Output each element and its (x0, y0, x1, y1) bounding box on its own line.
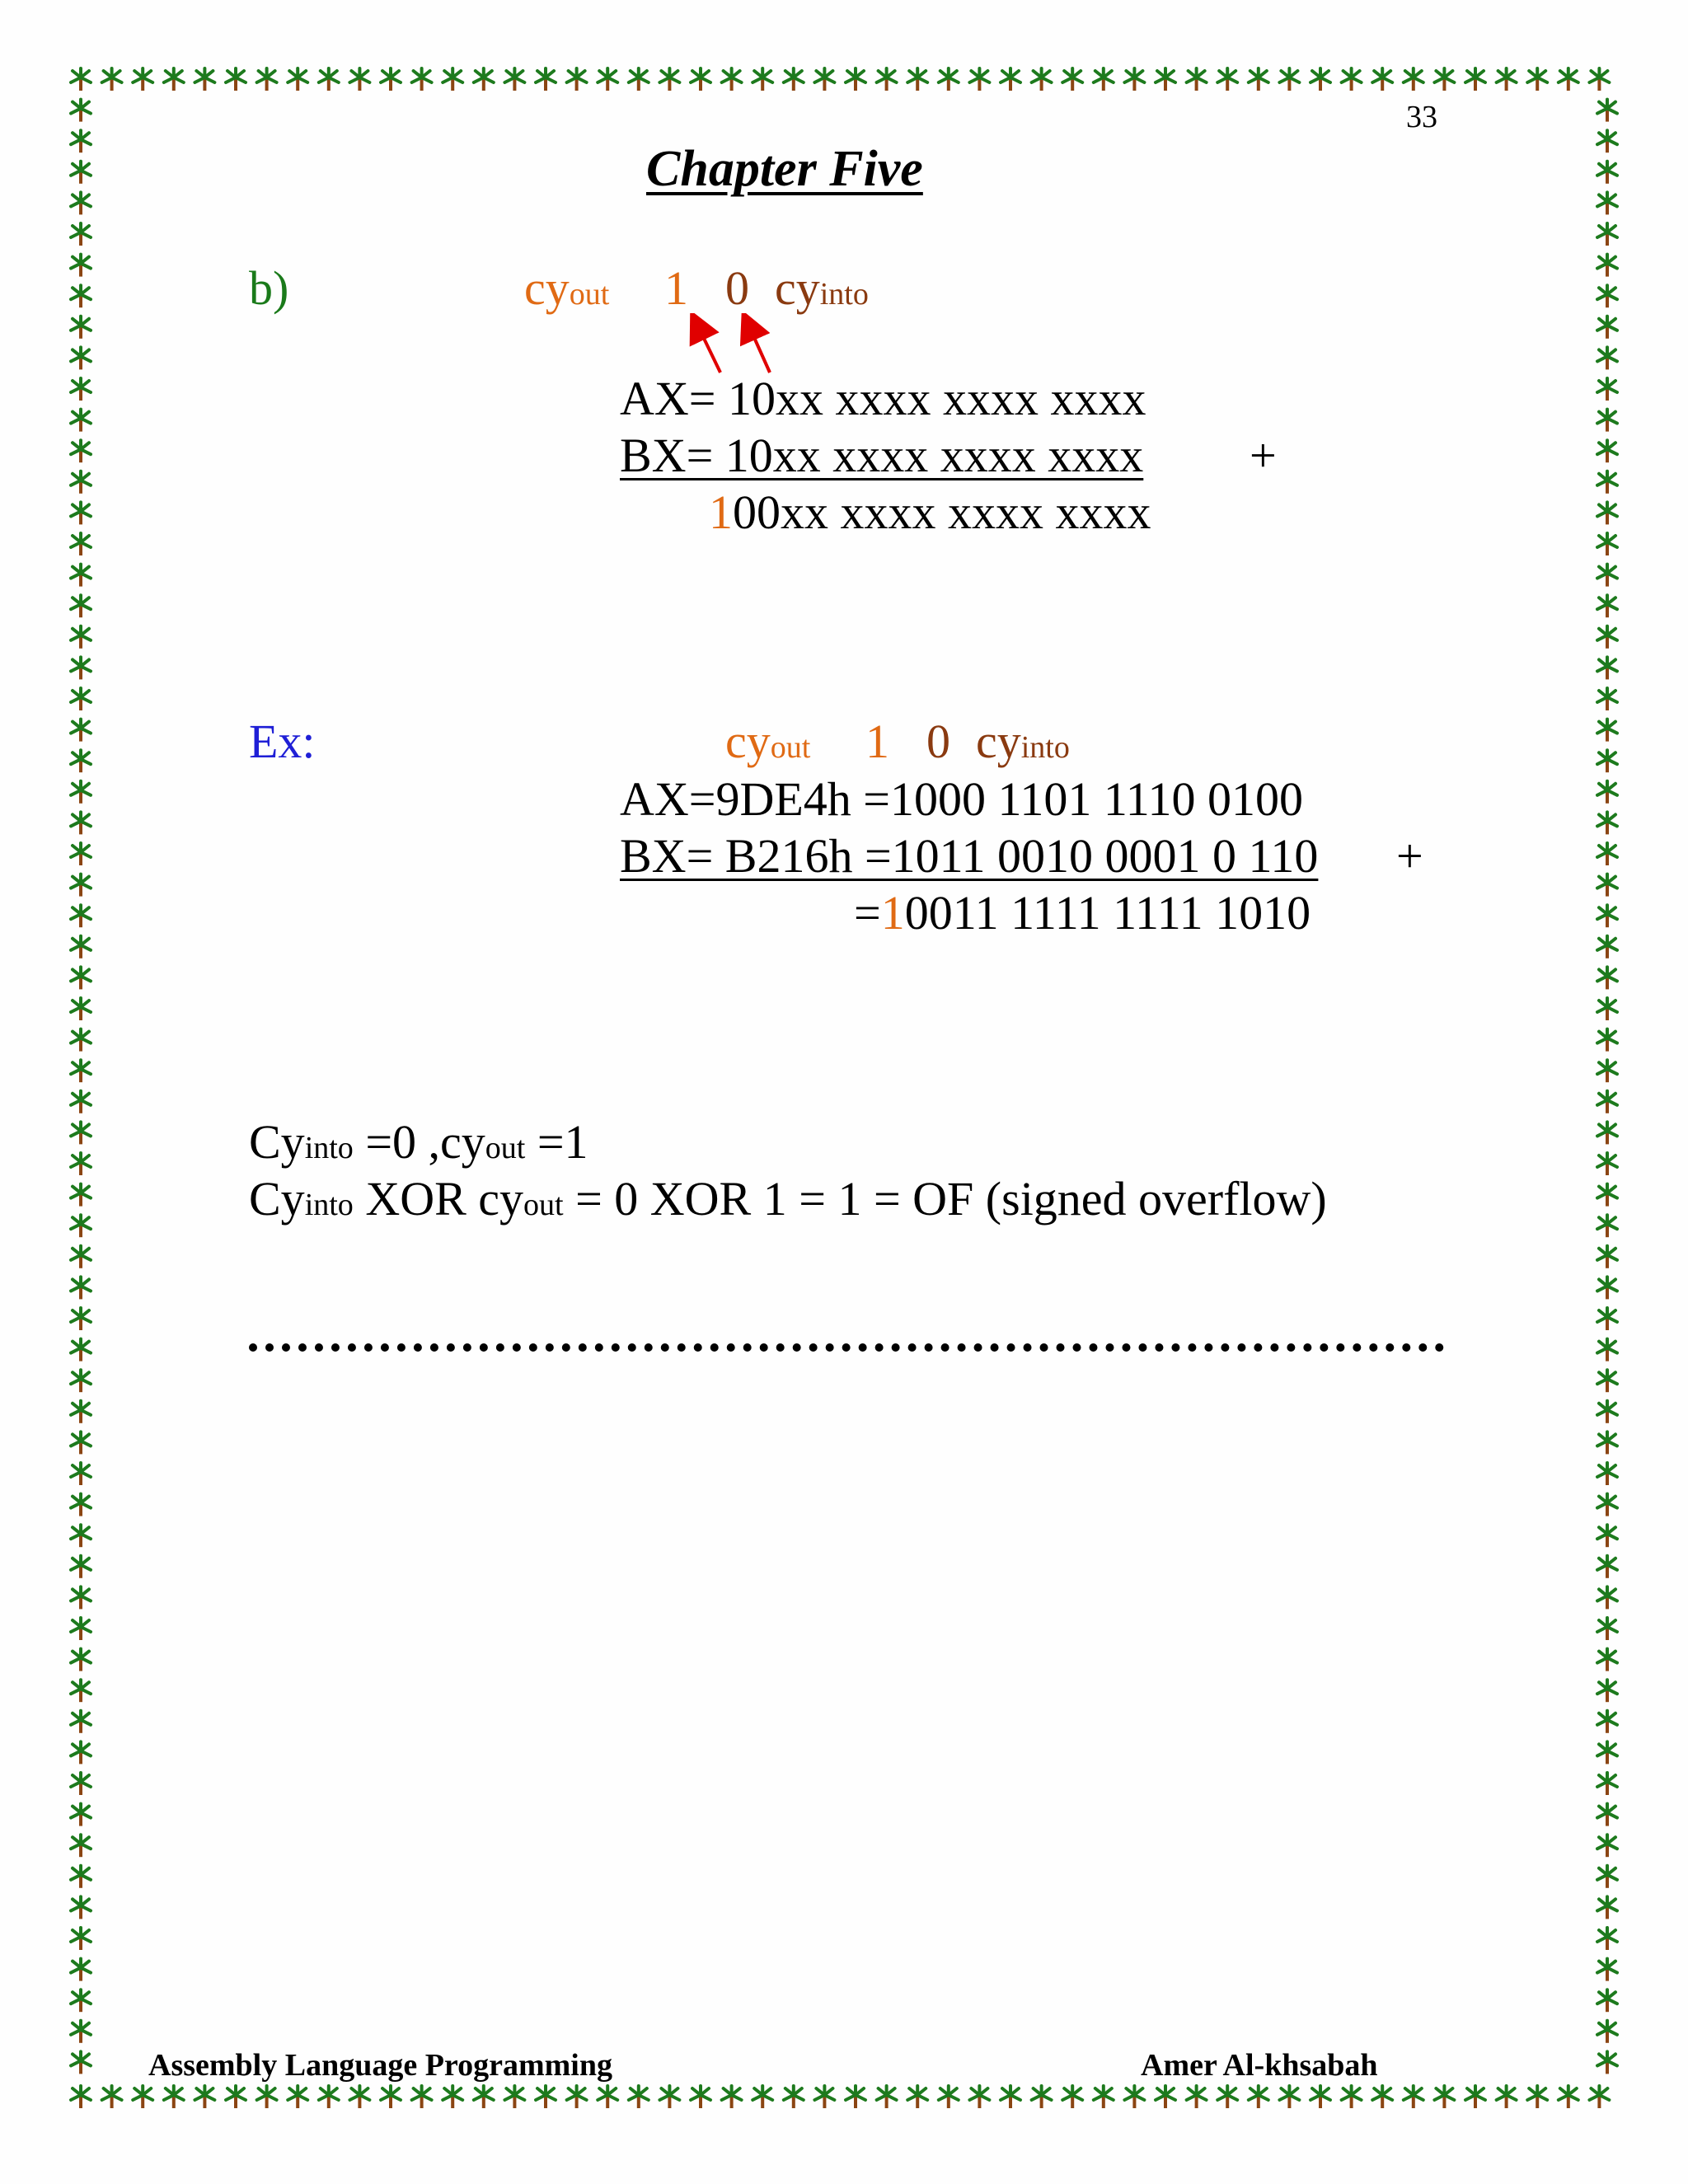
palm-tree-icon (71, 1586, 91, 1609)
palm-tree-icon (71, 285, 91, 307)
palm-tree-icon (71, 595, 91, 617)
palm-tree-icon (71, 1463, 91, 1485)
palm-tree-icon (1001, 2086, 1020, 2108)
palm-tree-icon (722, 68, 742, 91)
palm-tree-icon (504, 2086, 524, 2108)
palm-tree-icon (1311, 68, 1330, 91)
example-carry-into-bit: 0 (926, 715, 950, 768)
palm-tree-icon (691, 2086, 710, 2108)
palm-tree-icon (71, 1959, 91, 1981)
palm-tree-icon (1597, 719, 1617, 742)
palm-tree-icon (1249, 2086, 1268, 2108)
palm-tree-icon (1527, 2086, 1547, 2108)
palm-tree-icon (907, 2086, 927, 2108)
palm-tree-icon (71, 1711, 91, 1733)
palm-tree-icon (164, 68, 184, 91)
palm-tree-icon (1597, 1463, 1617, 1485)
palm-tree-icon (71, 255, 91, 277)
palm-tree-icon (1597, 410, 1617, 432)
palm-tree-icon (71, 2086, 91, 2108)
palm-tree-icon (1597, 1308, 1617, 1330)
palm-tree-icon (1597, 1556, 1617, 1578)
palm-tree-icon (71, 1246, 91, 1268)
palm-tree-icon (71, 2051, 91, 2074)
example-label: Ex: (249, 715, 316, 768)
palm-tree-icon (71, 657, 91, 679)
palm-tree-icon (1217, 68, 1237, 91)
palm-tree-icon (877, 68, 897, 91)
palm-tree-icon (1597, 1215, 1617, 1237)
palm-tree-icon (1497, 68, 1517, 91)
palm-tree-icon (1249, 68, 1268, 91)
example-cyout-label: cyout (725, 715, 811, 768)
palm-tree-icon (1342, 68, 1362, 91)
palm-tree-icon (1597, 1153, 1617, 1175)
palm-tree-icon (1497, 2086, 1517, 2108)
palm-tree-icon (1597, 192, 1617, 214)
palm-tree-icon (71, 440, 91, 462)
palm-tree-icon (877, 2086, 897, 2108)
palm-tree-icon (939, 68, 959, 91)
palm-tree-icon (598, 68, 617, 91)
palm-tree-icon (1094, 2086, 1114, 2108)
palm-tree-icon (1597, 750, 1617, 772)
palm-tree-icon (71, 100, 91, 122)
palm-tree-icon (71, 1649, 91, 1671)
palm-tree-icon (504, 68, 524, 91)
palm-tree-icon (71, 192, 91, 214)
palm-tree-icon (1279, 2086, 1299, 2108)
palm-tree-icon (1597, 471, 1617, 494)
palm-tree-icon (71, 1556, 91, 1578)
palm-tree-icon (629, 68, 649, 91)
palm-tree-icon (288, 2086, 307, 2108)
palm-tree-icon (1062, 68, 1082, 91)
palm-tree-icon (1597, 1773, 1617, 1795)
palm-tree-icon (1527, 68, 1547, 91)
cyout-label: cyout (524, 261, 610, 315)
palm-tree-icon (846, 68, 865, 91)
palm-tree-icon (71, 1091, 91, 1113)
section-b-plus-sign: + (1250, 429, 1277, 482)
palm-tree-icon (71, 1060, 91, 1082)
section-b-bx-line: BX= 10xx xxxx xxxx xxxx (620, 429, 1144, 482)
palm-tree-icon (659, 2086, 679, 2108)
palm-tree-icon (907, 68, 927, 91)
palm-tree-icon (71, 905, 91, 927)
result-bits: 00xx xxxx xxxx xxxx (733, 485, 1151, 539)
palm-tree-icon (1597, 1804, 1617, 1826)
palm-tree-icon (71, 812, 91, 834)
palm-tree-icon (1279, 68, 1299, 91)
palm-tree-icon (381, 2086, 401, 2108)
palm-tree-icon (71, 719, 91, 742)
palm-tree-icon (349, 68, 369, 91)
palm-tree-icon (629, 2086, 649, 2108)
palm-tree-icon (1597, 874, 1617, 897)
palm-tree-icon (1156, 68, 1175, 91)
palm-tree-icon (1094, 68, 1114, 91)
section-b-carry-header (524, 260, 609, 316)
palm-tree-icon (71, 316, 91, 339)
palm-tree-icon (71, 998, 91, 1020)
palm-tree-icon (71, 1741, 91, 1764)
palm-tree-icon (1597, 1494, 1617, 1516)
palm-tree-icon (1597, 100, 1617, 122)
palm-tree-icon (1597, 1866, 1617, 1888)
palm-tree-icon (1597, 533, 1617, 555)
palm-tree-icon (784, 2086, 804, 2108)
conclusion-line-1: Cyinto =0 ,cyout =1 (249, 1115, 588, 1169)
palm-tree-icon (1597, 1060, 1617, 1082)
page-title: Chapter Five (646, 141, 923, 197)
palm-tree-icon (1434, 68, 1454, 91)
palm-tree-icon (691, 68, 710, 91)
palm-tree-icon (1597, 1246, 1617, 1268)
palm-tree-icon (1597, 812, 1617, 834)
palm-tree-icon (1404, 68, 1423, 91)
palm-tree-icon (1032, 68, 1052, 91)
palm-tree-icon (164, 2086, 184, 2108)
palm-tree-icon (71, 2021, 91, 2043)
palm-tree-icon (1597, 1896, 1617, 1919)
palm-tree-icon (319, 68, 339, 91)
palm-tree-icon (1597, 1277, 1617, 1299)
palm-tree-icon (1559, 68, 1578, 91)
palm-tree-icon (71, 1401, 91, 1423)
example-plus-sign: + (1396, 829, 1423, 883)
palm-tree-icon (1597, 1091, 1617, 1113)
palm-tree-icon (1597, 1432, 1617, 1454)
palm-tree-icon (1597, 1928, 1617, 1950)
palm-tree-icon (567, 68, 587, 91)
palm-tree-icon (1597, 130, 1617, 152)
palm-tree-icon (536, 2086, 556, 2108)
palm-tree-icon (71, 1494, 91, 1516)
example-bx-line: BX= B216h =1011 0010 0001 0 110 (620, 829, 1319, 883)
palm-tree-icon (1597, 595, 1617, 617)
palm-tree-icon (71, 1122, 91, 1144)
palm-tree-icon (1597, 998, 1617, 1020)
result-carry-bit: 1 (709, 485, 733, 539)
palm-tree-icon (71, 162, 91, 184)
palm-tree-icon (1597, 1835, 1617, 1857)
palm-tree-icon (1597, 1370, 1617, 1392)
palm-tree-icon (1597, 378, 1617, 401)
palm-tree-icon (1597, 1339, 1617, 1361)
palm-tree-icon (133, 68, 152, 91)
palm-tree-icon (814, 68, 834, 91)
carry-arrow-right (748, 325, 770, 373)
palm-tree-icon (1589, 2086, 1609, 2108)
palm-tree-icon (226, 68, 246, 91)
palm-tree-icon (1404, 2086, 1423, 2108)
palm-tree-icon (1311, 2086, 1330, 2108)
palm-tree-icon (71, 1896, 91, 1919)
palm-tree-icon (1597, 1618, 1617, 1640)
palm-tree-icon (1597, 1586, 1617, 1609)
palm-tree-icon (71, 1866, 91, 1888)
palm-tree-icon (1597, 316, 1617, 339)
dotted-separator (249, 1343, 1444, 1352)
palm-tree-icon (71, 1308, 91, 1330)
palm-tree-icon (1597, 565, 1617, 587)
palm-tree-icon (1597, 936, 1617, 958)
palm-tree-icon (71, 471, 91, 494)
palm-tree-icon (71, 843, 91, 865)
palm-tree-icon (71, 502, 91, 524)
example-result-line: =10011 1111 1111 1010 (854, 886, 1311, 940)
palm-tree-icon (1597, 1029, 1617, 1052)
palm-tree-icon (195, 68, 214, 91)
palm-tree-icon (567, 2086, 587, 2108)
example-ax-line: AX=9DE4h =1000 1101 1110 0100 (620, 772, 1304, 826)
palm-tree-icon (1372, 2086, 1392, 2108)
palm-tree-icon (443, 68, 462, 91)
palm-tree-icon (319, 2086, 339, 2108)
palm-tree-icon (939, 2086, 959, 2108)
palm-tree-icon (474, 2086, 494, 2108)
palm-tree-icon (1597, 688, 1617, 710)
palm-tree-icon (1342, 2086, 1362, 2108)
palm-tree-icon (71, 1370, 91, 1392)
palm-tree-icon (71, 936, 91, 958)
cyinto-label: cyinto (775, 261, 869, 315)
palm-tree-icon (195, 2086, 214, 2108)
palm-tree-icon (1597, 967, 1617, 989)
footer-author: Amer Al-khsabah (1141, 2048, 1378, 2083)
palm-tree-icon (1597, 781, 1617, 804)
conclusion-line-2: Cyinto XOR cyout = 0 XOR 1 = 1 = OF (signed overflow) (249, 1172, 1327, 1226)
palm-tree-icon (71, 1525, 91, 1547)
palm-tree-icon (784, 68, 804, 91)
palm-tree-icon (71, 68, 91, 91)
palm-tree-icon (753, 2086, 772, 2108)
palm-tree-icon (257, 2086, 277, 2108)
palm-tree-icon (1597, 1525, 1617, 1547)
palm-tree-icon (1597, 1741, 1617, 1764)
palm-tree-icon (814, 2086, 834, 2108)
palm-tree-icon (71, 1215, 91, 1237)
example-carry-out-bit: 1 (865, 715, 889, 768)
palm-tree-icon (1597, 1959, 1617, 1981)
palm-tree-icon (846, 2086, 865, 2108)
palm-tree-icon (71, 688, 91, 710)
palm-tree-icon (71, 347, 91, 369)
palm-tree-icon (71, 1432, 91, 1454)
section-b-result-line (709, 485, 1151, 540)
palm-tree-icon (1124, 68, 1144, 91)
palm-tree-icon (1597, 162, 1617, 184)
palm-tree-icon (71, 781, 91, 804)
palm-tree-icon (226, 2086, 246, 2108)
page-number: 33 (1406, 100, 1437, 134)
palm-tree-icon (71, 565, 91, 587)
palm-tree-icon (71, 626, 91, 649)
palm-tree-icon (1465, 68, 1485, 91)
palm-tree-icon (71, 223, 91, 246)
palm-tree-icon (1124, 2086, 1144, 2108)
palm-tree-icon (71, 874, 91, 897)
palm-tree-icon (659, 68, 679, 91)
palm-tree-icon (71, 1153, 91, 1175)
palm-tree-icon (1597, 1401, 1617, 1423)
palm-tree-icon (1434, 2086, 1454, 2108)
palm-tree-icon (474, 68, 494, 91)
section-b-ax-line: AX= 10xx xxxx xxxx xxxx (620, 372, 1146, 425)
palm-tree-icon (349, 2086, 369, 2108)
palm-tree-icon (1597, 440, 1617, 462)
palm-tree-icon (1597, 255, 1617, 277)
palm-tree-icon (133, 2086, 152, 2108)
palm-tree-icon (1597, 905, 1617, 927)
palm-tree-icon (1597, 1711, 1617, 1733)
palm-tree-icon (1597, 843, 1617, 865)
palm-tree-icon (71, 1680, 91, 1702)
carry-arrow-left (697, 325, 720, 373)
section-b-label: b) (249, 261, 289, 315)
palm-tree-icon (412, 68, 432, 91)
example-result-carry-bit: 1 (880, 886, 905, 940)
palm-tree-icon (71, 1990, 91, 2012)
palm-tree-icon (71, 1618, 91, 1640)
palm-tree-icon (71, 1339, 91, 1361)
palm-tree-icon (257, 68, 277, 91)
palm-tree-icon (1589, 68, 1609, 91)
palm-tree-icon (1032, 2086, 1052, 2108)
palm-tree-icon (71, 1773, 91, 1795)
palm-tree-icon (753, 68, 772, 91)
palm-tree-icon (969, 68, 989, 91)
palm-tree-icon (102, 68, 122, 91)
palm-tree-icon (71, 130, 91, 152)
palm-tree-icon (1597, 2021, 1617, 2043)
palm-tree-icon (381, 68, 401, 91)
footer-left-title: Assembly Language Programming (148, 2048, 612, 2083)
palm-tree-icon (71, 1835, 91, 1857)
palm-tree-icon (1597, 1680, 1617, 1702)
carry-arrows (684, 313, 799, 379)
palm-tree-icon (1465, 2086, 1485, 2108)
palm-tree-icon (1597, 2051, 1617, 2074)
palm-tree-icon (71, 378, 91, 401)
palm-tree-icon (1597, 285, 1617, 307)
palm-tree-icon (1597, 1122, 1617, 1144)
palm-tree-icon (102, 2086, 122, 2108)
palm-tree-icon (443, 2086, 462, 2108)
palm-tree-icon (1156, 2086, 1175, 2108)
palm-tree-icon (1597, 657, 1617, 679)
carry-out-bit: 1 (664, 261, 688, 315)
palm-tree-icon (1062, 2086, 1082, 2108)
palm-tree-icon (1001, 68, 1020, 91)
palm-tree-icon (1217, 2086, 1237, 2108)
palm-tree-icon (969, 2086, 989, 2108)
palm-tree-icon (1597, 626, 1617, 649)
palm-tree-icon (71, 1029, 91, 1052)
palm-tree-icon (1187, 68, 1207, 91)
palm-tree-icon (71, 1277, 91, 1299)
palm-tree-icon (288, 68, 307, 91)
palm-tree-icon (722, 2086, 742, 2108)
palm-tree-icon (71, 410, 91, 432)
palm-tree-icon (1597, 502, 1617, 524)
palm-tree-icon (536, 68, 556, 91)
palm-tree-icon (1597, 1990, 1617, 2012)
palm-tree-icon (1372, 68, 1392, 91)
palm-tree-icon (71, 1928, 91, 1950)
palm-tree-icon (71, 1184, 91, 1207)
palm-tree-icon (71, 1804, 91, 1826)
carry-into-bit: 0 (725, 261, 749, 315)
palm-tree-icon (71, 750, 91, 772)
palm-tree-icon (1597, 223, 1617, 246)
palm-tree-icon (71, 967, 91, 989)
example-cyinto-label: cyinto (976, 715, 1070, 768)
palm-tree-icon (1559, 2086, 1578, 2108)
palm-tree-icon (598, 2086, 617, 2108)
palm-tree-icon (412, 2086, 432, 2108)
palm-tree-icon (1597, 1649, 1617, 1671)
palm-tree-icon (1597, 1184, 1617, 1207)
palm-tree-icon (1597, 347, 1617, 369)
palm-tree-icon (1187, 2086, 1207, 2108)
palm-tree-icon (71, 533, 91, 555)
